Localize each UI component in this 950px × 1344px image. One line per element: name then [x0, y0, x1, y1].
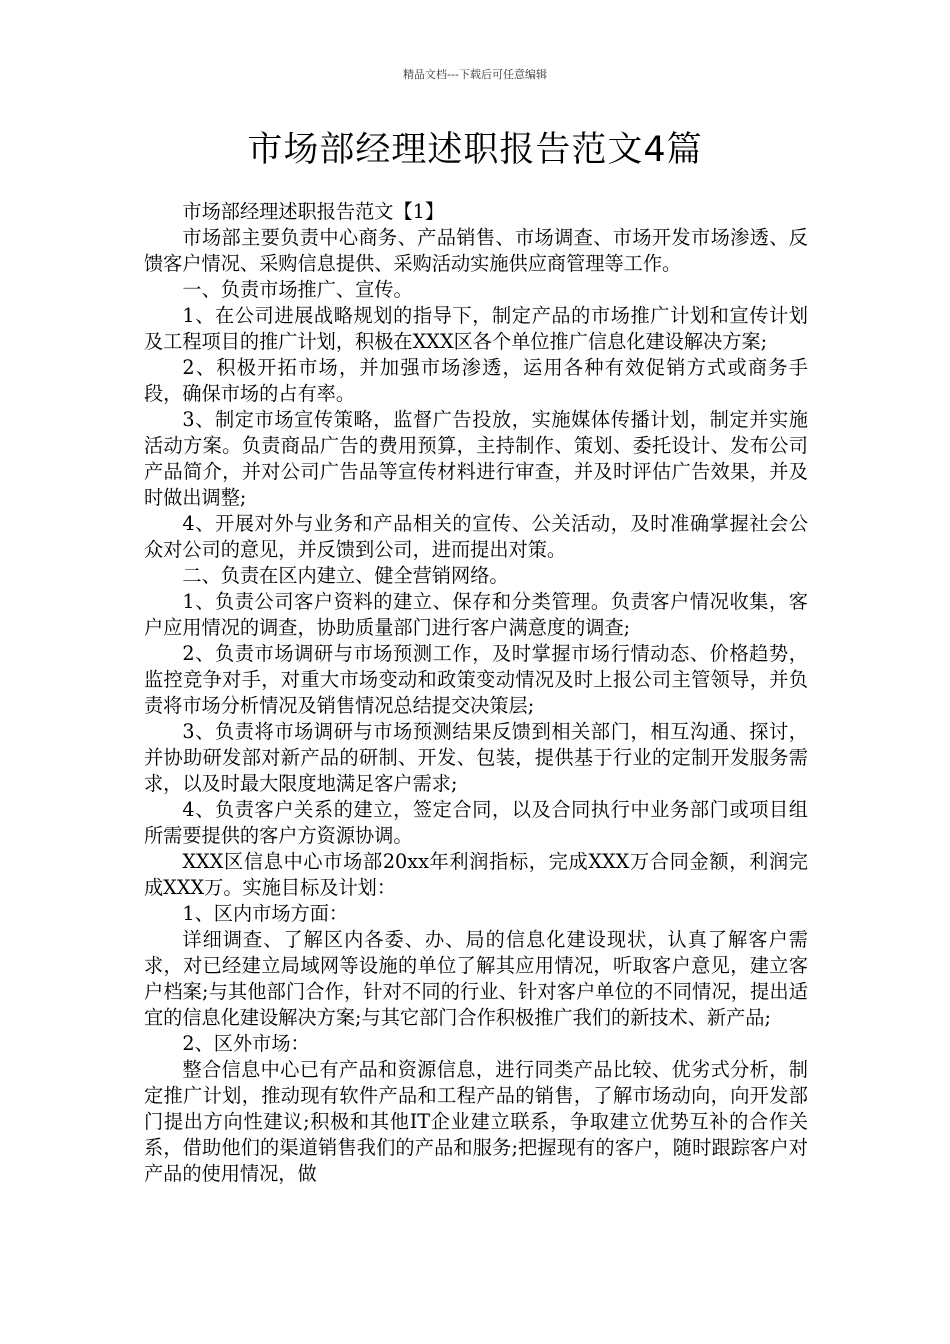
section-heading: 1、区内市场方面： [182, 902, 349, 925]
paragraph: 1、在公司进展战略规划的指导下，制定产品的市场推广计划和宣传计划及工程项目的推广计划，积极在XXX区各个单位推广信息化建设解决方案; [144, 304, 808, 353]
section-heading: 市场部经理述职报告范文【1】 [182, 200, 445, 223]
paragraph: XXX区信息中心市场部20xx年利润指标，完成XXX万合同金额，利润完成XXX万。实施目标及计划： [144, 850, 808, 899]
paragraph: 4、开展对外与业务和产品相关的宣传、公关活动，及时准确掌握社会公众对公司的意见，并反馈到公司，进而提出对策。 [144, 512, 808, 561]
section-heading: 2、区外市场： [182, 1032, 310, 1055]
page-header: 精品文档---下载后可任意编辑 [403, 68, 547, 81]
paragraph: 1、负责公司客户资料的建立、保存和分类管理。负责客户情况收集，客户应用情况的调查，协助质量部门进行客户满意度的调查; [144, 590, 808, 639]
section-heading: 一、负责市场推广、宣传。 [182, 278, 413, 301]
paragraph: 3、制定市场宣传策略，监督广告投放，实施媒体传播计划，制定并实施活动方案。负责商品广告的费用预算，主持制作、策划、委托设计、发布公司产品简介，并对公司广告品等宣传材料进行审查，并及时评估广告效果，并及时做出调整; [144, 408, 808, 509]
paragraph: 3、负责将市场调研与市场预测结果反馈到相关部门，相互沟通、探讨，并协助研发部对新产品的研制、开发、包装，提供基于行业的定制开发服务需求，以及时最大限度地满足客户需求; [144, 720, 808, 795]
paragraph: 详细调查、了解区内各委、办、局的信息化建设现状，认真了解客户需求，对已经建立局域网等设施的单位了解其应用情况，听取客户意见，建立客户档案;与其他部门合作，针对不同的行业、针对客户单位的不同情况，提出适宜的信息化建设解决方案;与其它部门合作积极推广我们的新技术、新产品; [144, 928, 808, 1029]
paragraph: 整合信息中心已有产品和资源信息，进行同类产品比较、优劣式分析，制定推广计划，推动现有软件产品和工程产品的销售，了解市场动向，向开发部门提出方向性建议;积极和其他IT企业建立联系，争取建立优势互补的合作关系，借助他们的渠道销售我们的产品和服务;把握现有的客户，随时跟踪客户对产品的使用情况，做 [144, 1058, 808, 1185]
document-body [144, 199, 808, 1187]
paragraph: 4、负责客户关系的建立，签定合同，以及合同执行中业务部门或项目组所需要提供的客户方资源协调。 [144, 798, 808, 847]
paragraph: 市场部主要负责中心商务、产品销售、市场调查、市场开发市场渗透、反馈客户情况、采购信息提供、采购活动实施供应商管理等工作。 [144, 226, 808, 275]
section-heading: 二、负责在区内建立、健全营销网络。 [182, 564, 509, 587]
document-title: 市场部经理述职报告范文4篇 [247, 130, 703, 170]
paragraph: 2、积极开拓市场，并加强市场渗透，运用各种有效促销方式或商务手段，确保市场的占有率。 [144, 356, 808, 405]
paragraph: 2、负责市场调研与市场预测工作，及时掌握市场行情动态、价格趋势，监控竞争对手，对重大市场变动和政策变动情况及时上报公司主管领导，并负责将市场分析情况及销售情况总结提交决策层; [144, 642, 808, 717]
